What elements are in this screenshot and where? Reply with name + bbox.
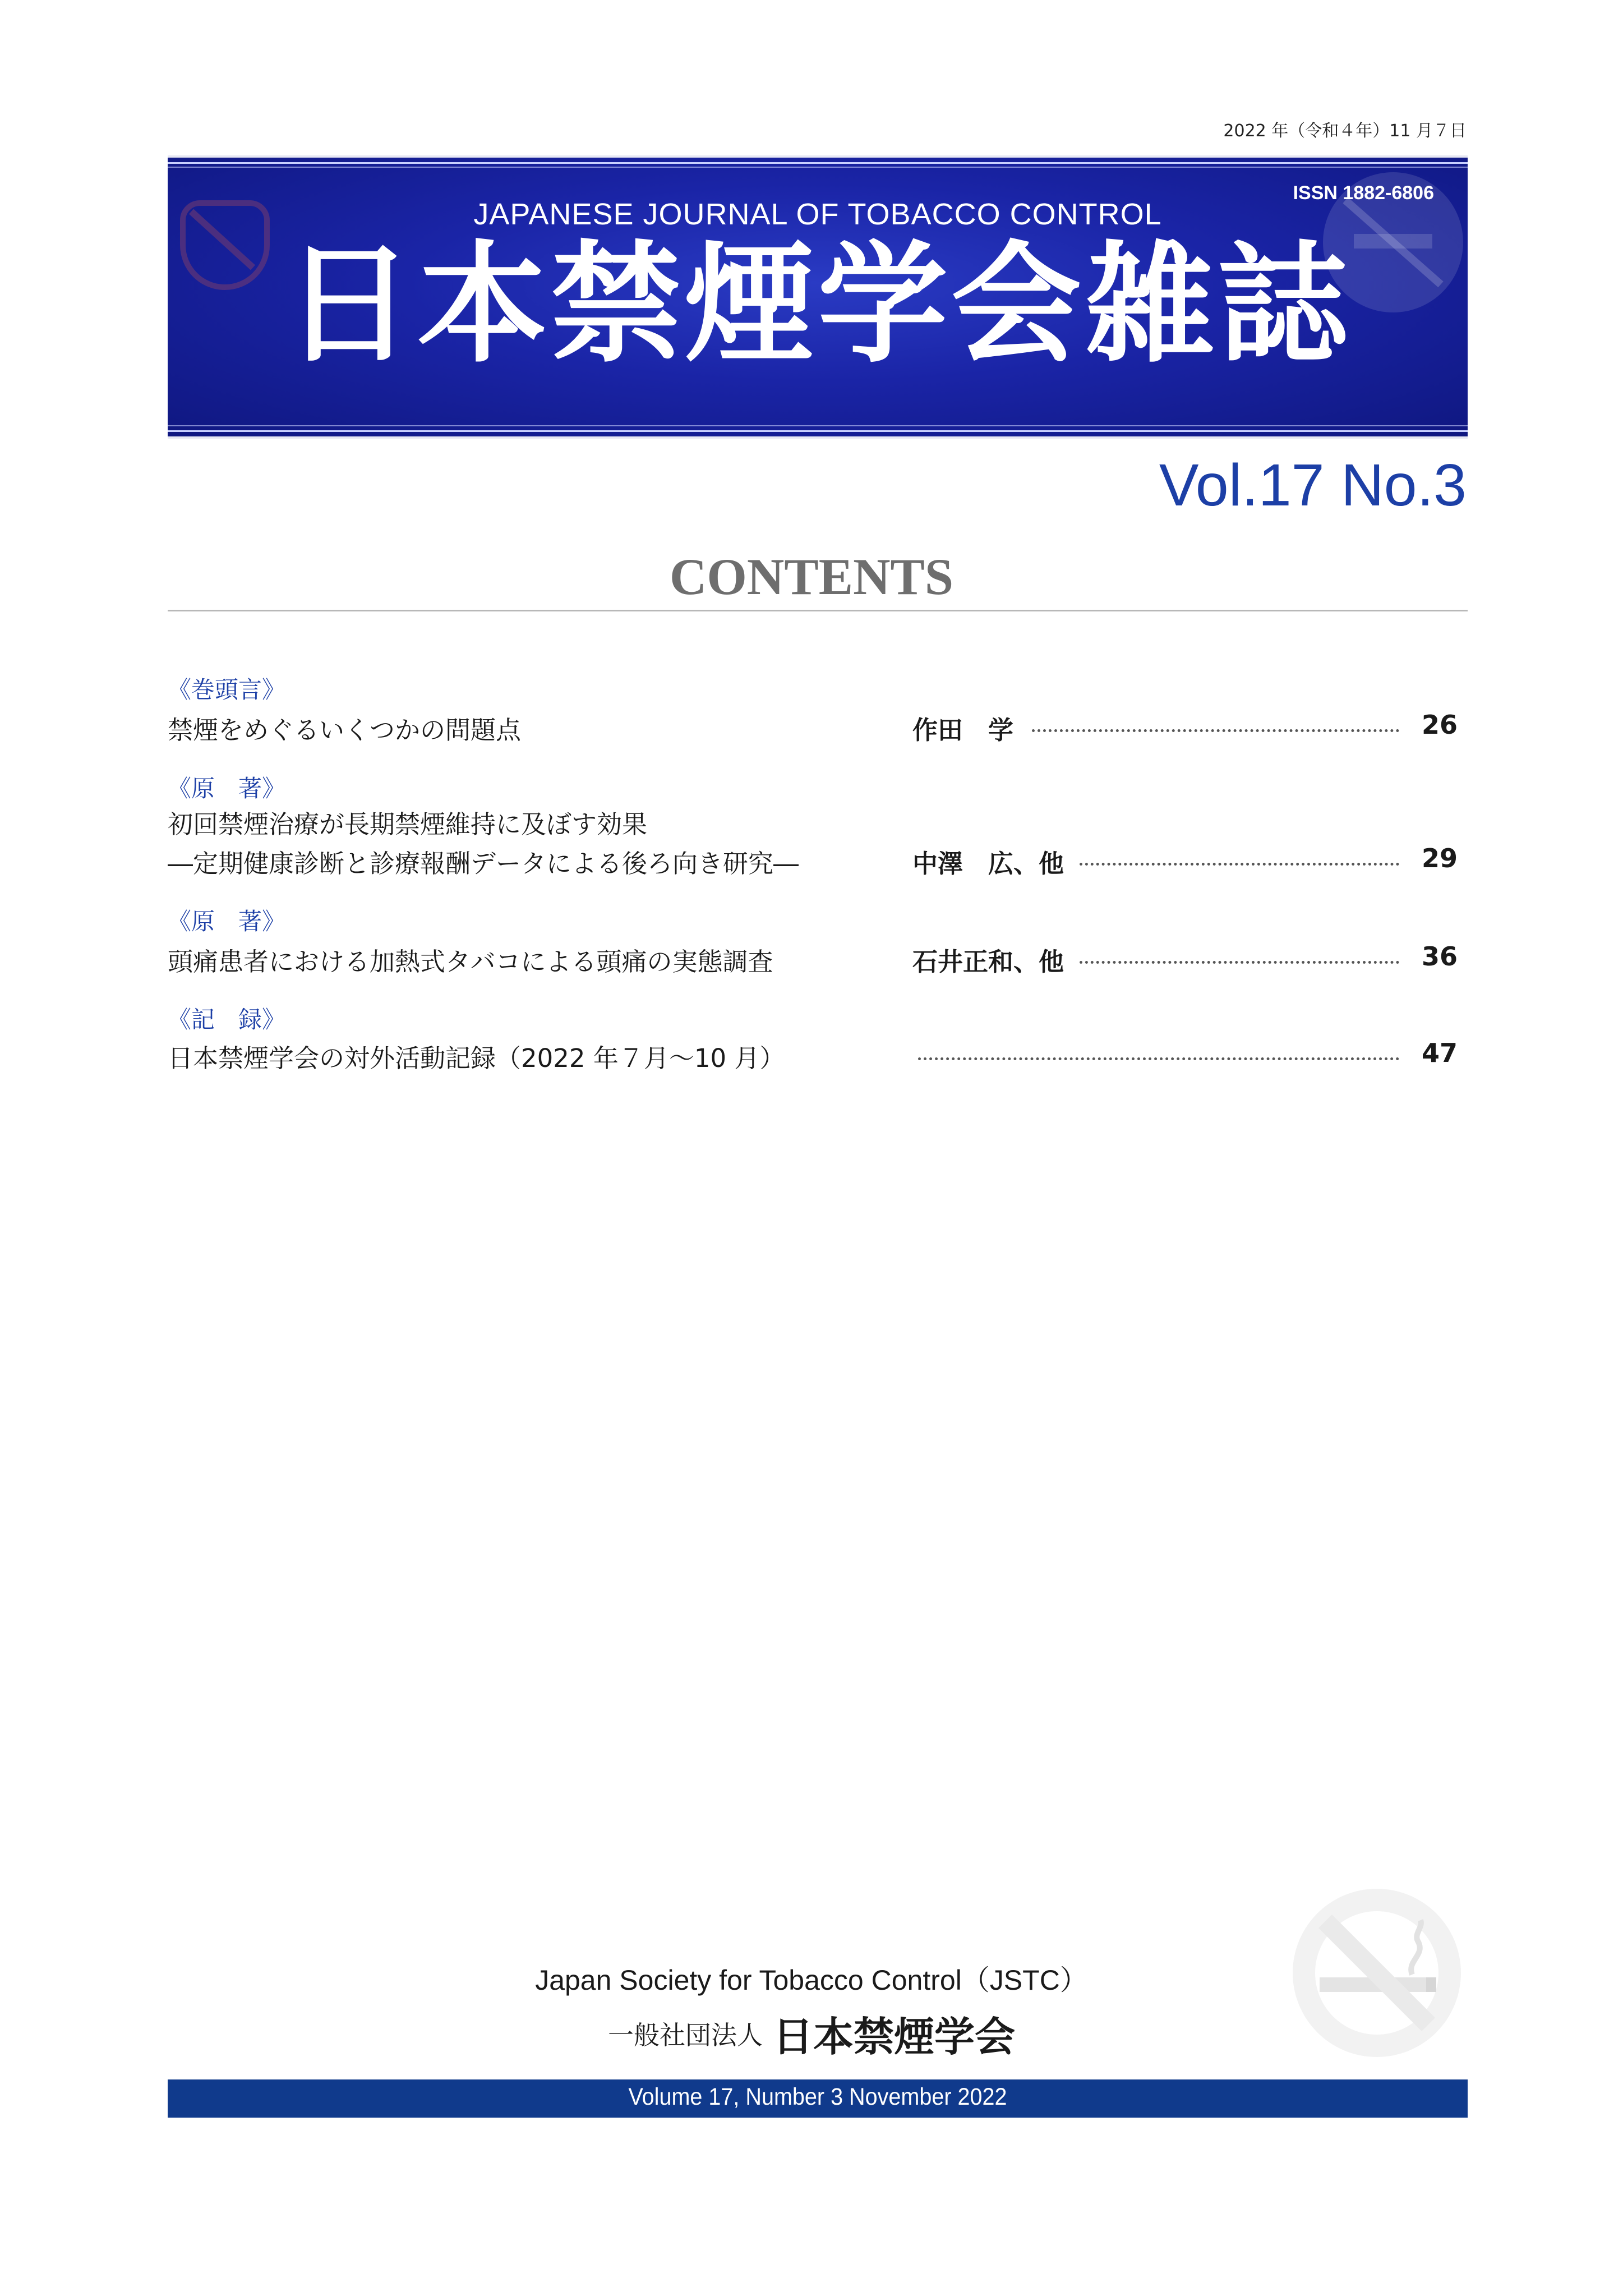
toc-category: 《原 著》 [168, 775, 286, 802]
issue-date: 2022 年（令和４年）11 月７日 [1223, 121, 1467, 141]
contents-heading: CONTENTS [669, 548, 954, 605]
toc-title[interactable]: 頭痛患者における加熱式タバコによる頭痛の実態調査 [168, 947, 773, 977]
toc-subtitle[interactable]: ―定期健康診断と診療報酬データによる後ろ向き研究― [168, 849, 799, 878]
journal-title-en: JAPANESE JOURNAL OF TOBACCO CONTROL [473, 197, 1162, 231]
society-name-en: Japan Society for Tobacco Control（JSTC） [535, 1964, 1088, 1996]
society-name-ja [0, 2004, 1623, 2063]
toc-title[interactable]: 禁煙をめぐるいくつかの問題点 [168, 715, 522, 745]
toc-leader-dots [1080, 961, 1399, 964]
toc-page: 47 [1421, 1038, 1458, 1068]
journal-title-ja: 日本禁煙学会雑誌 [283, 229, 1352, 380]
toc-title[interactable]: 日本禁煙学会の対外活動記録（2022 年７月～10 月） [168, 1043, 785, 1073]
toc-leader-dots [1080, 863, 1399, 866]
issn: ISSN 1882-6806 [1293, 182, 1434, 204]
toc-leader-dots [918, 1057, 1399, 1060]
volume-number: Vol.17 No.3 [1159, 452, 1467, 518]
toc-category: 《巻頭言》 [168, 676, 286, 703]
toc-author: 作田 学 [912, 715, 1014, 745]
toc-author: 石井正和、他 [912, 947, 1064, 977]
journal-banner [168, 155, 1468, 439]
volume-bar [168, 2079, 1468, 2118]
toc-title[interactable]: 初回禁煙治療が長期禁煙維持に及ぼす効果 [168, 809, 648, 839]
toc-page: 36 [1421, 941, 1458, 972]
toc-category: 《原 著》 [168, 908, 286, 935]
toc-page: 26 [1421, 710, 1458, 740]
society-name: 日本禁煙学会 [772, 2013, 1015, 2060]
toc-leader-dots [1032, 729, 1399, 732]
divider [168, 610, 1468, 611]
society-prefix: 一般社団法人 [607, 2020, 763, 2050]
volume-line: Volume 17, Number 3 November 2022 [628, 2083, 1007, 2110]
toc-page: 29 [1421, 843, 1458, 873]
toc-category: 《記 録》 [168, 1006, 286, 1033]
toc-author: 中澤 広、他 [912, 849, 1064, 878]
